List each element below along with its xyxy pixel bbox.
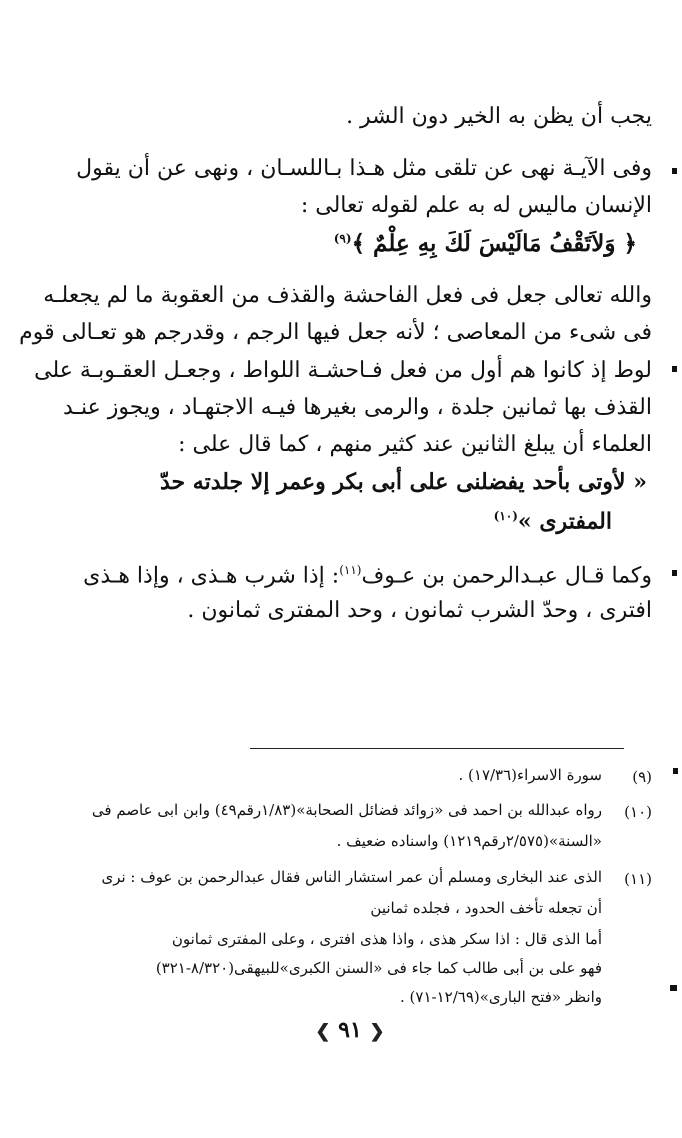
footnote-text: «السنة»(٢/٥٧٥رقم١٢١٩) واسناده ضعيف . xyxy=(336,832,602,850)
footnote-text: أما الذى قال : اذا سكر هذى ، واذا هذى افترى ، وعلى المفترى ثمانون xyxy=(171,930,602,948)
body-line: وفى الآيـة نهى عن تلقى مثل هـذا بـاللسـان ، ونهى عن أن يقول xyxy=(76,156,652,181)
body-line: لوط إذ كانوا هم أول من فعل فـاحشـة اللواط ، وجعـل العقـوبـة على xyxy=(34,358,652,383)
scan-mark xyxy=(670,985,677,991)
ornament-left-icon: ❮ xyxy=(369,1021,385,1042)
footnote-number: (١٠) xyxy=(624,803,652,821)
quote-line xyxy=(493,508,612,535)
page-number-box xyxy=(300,1013,400,1047)
ornament-right-icon: ❯ xyxy=(315,1021,331,1042)
body-line: العلماء أن يبلغ الثانين عند كثير منهم ، كما قال على : xyxy=(178,432,652,457)
body-text: وكما قـال عبـدالرحمن بن عـوف xyxy=(361,563,652,589)
footnote-text: سورة الاسراء(١٧/٣٦) . xyxy=(458,766,602,784)
quran-verse: ﴿ وَلاَتَقْفُ مَالَيْسَ لَكَ بِهِ عِلْمٌ ﴾ xyxy=(351,230,637,257)
footnote-text: رواه عبدالله بن احمد فى «زوائد فضائل الصحابة»(١/٨٣رقم٤٩) وابن ابى عاصم فى xyxy=(91,801,602,819)
scan-mark xyxy=(672,168,677,174)
body-line: يجب أن يظن به الخير دون الشر . xyxy=(346,104,652,129)
body-line: فى شىء من المعاصى ؛ لأنه جعل فيها الرجم ، وقدرجم هو تعـالى قوم xyxy=(19,320,652,345)
footnote-text: الذى عند البخارى ومسلم أن عمر استشار الناس فقال عبدالرحمن بن عوف : نرى xyxy=(101,868,602,886)
footnote-text: أن تجعله تأخف الحدود ، فجلده ثمانين xyxy=(370,899,602,917)
scan-mark xyxy=(673,768,678,774)
footnote-number: (١١) xyxy=(624,870,652,888)
footnote-divider xyxy=(250,748,624,749)
body-line: افترى ، وحدّ الشرب ثمانون ، وحد المفترى ثمانون . xyxy=(187,598,652,623)
body-line: القذف بها ثمانين جلدة ، والرمى بغيرها فيـه الاجتهـاد ، ويجوز عنـد xyxy=(63,395,652,420)
footnote-text: فهو على بن أبى طالب كما جاء فى «السنن الكبرى»للبيهقى(٨/٣٢٠-٣٢١) xyxy=(155,959,602,977)
footnote-ref: (١٠) xyxy=(493,509,518,523)
quote-line: « لأوتى بأحد يفضلنى على أبى بكر وعمر إلا جلدته حدّ xyxy=(159,469,647,495)
scan-mark xyxy=(672,366,677,372)
page-number: ٩١ xyxy=(338,1017,362,1043)
footnote-ref: (٩) xyxy=(333,231,352,246)
quote-text: المفترى » xyxy=(517,508,612,535)
footnote-ref: (١١) xyxy=(339,563,362,577)
body-line: والله تعالى جعل فى فعل الفاحشة والقذف من العقوبة ما لم يجعلـه xyxy=(43,283,652,308)
scan-mark xyxy=(672,570,677,576)
body-line xyxy=(83,564,652,587)
body-text: : إذا شرب هـذى ، وإذا هـذى xyxy=(83,563,340,589)
body-line: الإنسان ماليس له به علم لقوله تعالى : xyxy=(300,193,652,218)
footnote-text: وانظر «فتح البارى»(١٢/٦٩-٧١) . xyxy=(400,988,602,1006)
footnote-number: (٩) xyxy=(632,768,652,786)
quran-verse-line xyxy=(334,232,637,255)
